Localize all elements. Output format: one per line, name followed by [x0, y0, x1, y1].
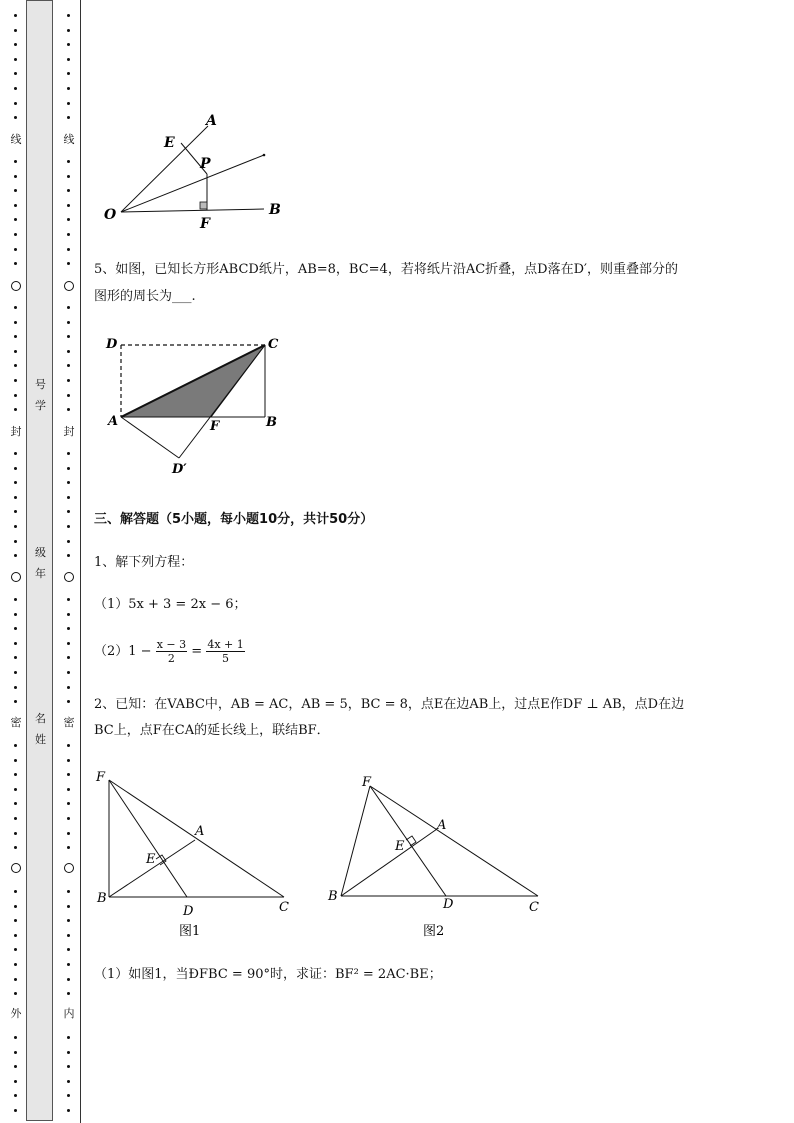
- binding-dot: [67, 14, 70, 17]
- binding-dot: [67, 554, 70, 557]
- binding-dot: [67, 788, 70, 791]
- eq2-prefix: （2）1 −: [94, 644, 152, 659]
- fraction-2-denominator: 5: [222, 652, 230, 665]
- binding-dot: [14, 452, 17, 455]
- binding-dot: [14, 58, 17, 61]
- binding-dot: [67, 510, 70, 513]
- binding-dot: [67, 233, 70, 236]
- binding-dot: [67, 408, 70, 411]
- binding-dot: [67, 87, 70, 90]
- binding-dot: [14, 233, 17, 236]
- outer-char-mi: 密: [10, 716, 22, 729]
- binding-dot: [67, 72, 70, 75]
- binding-dot: [14, 72, 17, 75]
- binding-dot: [67, 627, 70, 630]
- binding-dot: [14, 978, 17, 981]
- binding-dot: [67, 306, 70, 309]
- binding-dot: [67, 394, 70, 397]
- binding-dot: [14, 686, 17, 689]
- binding-dot: [14, 364, 17, 367]
- binding-dot: [14, 14, 17, 17]
- binding-dot: [67, 350, 70, 353]
- p2-sub1: （1）如图1，当ÐFBC = 90°时，求证：BF² = 2AC·BE；: [94, 967, 442, 982]
- binding-dot: [14, 408, 17, 411]
- right-angle-mark: [200, 202, 207, 209]
- p1-title: 1、解下列方程：: [94, 555, 194, 570]
- eq2-equals: =: [191, 644, 203, 659]
- binding-dot: [14, 671, 17, 674]
- folded-rectangle-figure: [100, 330, 290, 480]
- inner-char-xian: 线: [63, 133, 75, 146]
- binding-dot: [67, 671, 70, 674]
- label-ji: 级: [35, 546, 46, 559]
- binding-dot: [67, 700, 70, 703]
- binding-dot: [14, 102, 17, 105]
- binding-dot: [67, 1080, 70, 1083]
- p1-eq2: [94, 638, 245, 665]
- binding-dot: [67, 248, 70, 251]
- fraction-2-numerator: 4x + 1: [207, 638, 244, 651]
- q5-line1: 5、如图，已知长方形ABCD纸片，AB=8，BC=4，若将纸片沿AC折叠，点D落在D′，则重叠部分的: [94, 262, 678, 277]
- binding-inner-dots: [57, 0, 81, 1123]
- binding-dot: [14, 525, 17, 528]
- label-c: C: [529, 900, 539, 915]
- binding-dot: [14, 627, 17, 630]
- content-left-border: [80, 0, 81, 1123]
- binding-dot: [14, 656, 17, 659]
- binding-dot: [67, 759, 70, 762]
- binding-dot: [14, 394, 17, 397]
- binding-dot: [14, 43, 17, 46]
- binding-dot: [67, 978, 70, 981]
- outer-circle-1: [11, 281, 21, 291]
- binding-dot: [67, 1109, 70, 1112]
- binding-dot: [14, 788, 17, 791]
- label-b: B: [97, 891, 107, 906]
- binding-dot: [14, 87, 17, 90]
- binding-dot: [14, 248, 17, 251]
- label-e: E: [146, 852, 156, 867]
- binding-dot: [67, 934, 70, 937]
- angle-bisector-figure: [96, 108, 296, 233]
- label-xue: 学: [35, 399, 46, 412]
- binding-dot: [67, 321, 70, 324]
- binding-dot: [14, 481, 17, 484]
- side-bf: [341, 786, 370, 896]
- binding-dot: [14, 832, 17, 835]
- ray-ob: [121, 209, 264, 212]
- binding-dot: [67, 189, 70, 192]
- p2-line1: 2、已知：在VABC中，AB = AC，AB = 5，BC = 8，点E在边AB上，过点E作DF ⊥ AB，点D在边: [94, 697, 685, 712]
- binding-dot: [14, 817, 17, 820]
- label-f: F: [210, 419, 220, 434]
- fraction-1-denominator: 2: [167, 652, 175, 665]
- binding-dot: [14, 919, 17, 922]
- binding-dot: [14, 467, 17, 470]
- binding-dot: [14, 1094, 17, 1097]
- binding-dot: [14, 905, 17, 908]
- label-f: F: [200, 216, 210, 232]
- binding-dot: [14, 759, 17, 762]
- binding-dot: [14, 992, 17, 995]
- binding-dot: [67, 598, 70, 601]
- binding-dot: [67, 919, 70, 922]
- label-c: C: [279, 900, 289, 915]
- binding-dot: [14, 540, 17, 543]
- label-a: A: [195, 824, 205, 839]
- binding-dot: [67, 642, 70, 645]
- binding-dot: [67, 1065, 70, 1068]
- segment-ad-prime: [121, 417, 179, 458]
- label-o: O: [104, 207, 117, 223]
- label-d: D: [183, 904, 194, 919]
- binding-dot: [14, 846, 17, 849]
- label-f: F: [96, 770, 106, 785]
- label-nian: 年: [35, 567, 46, 580]
- binding-dot: [67, 948, 70, 951]
- binding-dot: [67, 160, 70, 163]
- line-fd: [370, 786, 446, 896]
- inner-char-mi: 密: [63, 716, 75, 729]
- binding-dot: [14, 189, 17, 192]
- binding-dot: [14, 510, 17, 513]
- p2-line2: BC上，点F在CA的延长线上，联结BF．: [94, 723, 330, 738]
- binding-dot: [67, 379, 70, 382]
- binding-dot: [14, 1065, 17, 1068]
- inner-char-nei: 内: [63, 1007, 75, 1020]
- binding-outer-dots: [4, 0, 28, 1123]
- binding-dot: [14, 262, 17, 265]
- label-hao: 号: [35, 378, 46, 391]
- binding-dot: [14, 598, 17, 601]
- binding-dot: [14, 934, 17, 937]
- binding-dot: [67, 744, 70, 747]
- binding-dot: [14, 496, 17, 499]
- binding-dot: [14, 350, 17, 353]
- inner-circle-3: [64, 863, 74, 873]
- label-e: E: [395, 839, 405, 854]
- binding-dot: [67, 832, 70, 835]
- binding-dot: [67, 525, 70, 528]
- binding-dot: [14, 1051, 17, 1054]
- binding-dot: [67, 116, 70, 119]
- inner-char-feng: 封: [63, 425, 75, 438]
- binding-dot: [67, 890, 70, 893]
- binding-dot: [67, 452, 70, 455]
- outer-char-xian: 线: [10, 133, 22, 146]
- label-d-prime: D′: [172, 462, 187, 477]
- label-d: D: [106, 337, 118, 352]
- binding-dot: [67, 335, 70, 338]
- binding-dot: [67, 29, 70, 32]
- binding-dot: [14, 116, 17, 119]
- binding-dot: [67, 992, 70, 995]
- caption-fig1: 图1: [179, 924, 201, 939]
- p1-eq1: （1）5x + 3 = 2x − 6；: [94, 597, 247, 612]
- label-c: C: [268, 337, 279, 352]
- line-fd: [109, 780, 187, 897]
- binding-dot: [14, 306, 17, 309]
- binding-dot: [14, 700, 17, 703]
- label-e: E: [164, 135, 175, 151]
- label-p: P: [200, 156, 211, 172]
- binding-dot: [67, 218, 70, 221]
- q5-line2: 图形的周长为___.: [94, 289, 196, 304]
- label-a: A: [437, 818, 447, 833]
- label-b: B: [266, 415, 277, 430]
- side-ba: [109, 840, 195, 897]
- binding-dot: [67, 656, 70, 659]
- binding-dot: [14, 175, 17, 178]
- triangle-figure-1: [92, 764, 302, 944]
- inner-circle-1: [64, 281, 74, 291]
- binding-dot: [67, 905, 70, 908]
- binding-dot: [14, 379, 17, 382]
- binding-dot: [14, 204, 17, 207]
- binding-dot: [14, 773, 17, 776]
- fraction-1: [156, 638, 187, 665]
- binding-dot: [14, 160, 17, 163]
- binding-info-band: [26, 0, 53, 1121]
- binding-dot: [67, 481, 70, 484]
- binding-dot: [14, 321, 17, 324]
- label-b: B: [269, 202, 281, 218]
- fraction-2: [206, 638, 244, 665]
- label-a: A: [108, 414, 119, 429]
- binding-dot: [67, 175, 70, 178]
- binding-dot: [67, 262, 70, 265]
- triangle-figure-2: [320, 764, 550, 944]
- binding-dot: [14, 554, 17, 557]
- binding-dot: [14, 642, 17, 645]
- binding-dot: [67, 846, 70, 849]
- binding-dot: [14, 948, 17, 951]
- binding-dot: [67, 963, 70, 966]
- outer-circle-2: [11, 572, 21, 582]
- binding-dot: [67, 1051, 70, 1054]
- binding-dot: [67, 686, 70, 689]
- binding-dot: [67, 43, 70, 46]
- binding-dot: [67, 204, 70, 207]
- binding-dot: [14, 963, 17, 966]
- binding-dot: [67, 496, 70, 499]
- binding-dot: [14, 1080, 17, 1083]
- binding-dot: [14, 29, 17, 32]
- binding-dot: [14, 744, 17, 747]
- label-f: F: [362, 775, 372, 790]
- binding-dot: [67, 364, 70, 367]
- binding-dot: [14, 1036, 17, 1039]
- binding-dot: [67, 102, 70, 105]
- ray-op: [121, 155, 264, 212]
- fraction-1-numerator: x − 3: [156, 638, 187, 651]
- binding-dot: [67, 467, 70, 470]
- inner-circle-2: [64, 572, 74, 582]
- binding-dot: [14, 218, 17, 221]
- binding-dot: [14, 1109, 17, 1112]
- label-b: B: [328, 889, 338, 904]
- label-ming: 名: [35, 712, 46, 725]
- binding-dot: [67, 540, 70, 543]
- binding-dot: [67, 1036, 70, 1039]
- binding-dot: [67, 773, 70, 776]
- binding-dot: [14, 890, 17, 893]
- outer-circle-3: [11, 863, 21, 873]
- binding-dot: [14, 613, 17, 616]
- caption-fig2: 图2: [423, 924, 445, 939]
- binding-dot: [67, 613, 70, 616]
- label-d: D: [443, 897, 454, 912]
- binding-dot: [67, 1094, 70, 1097]
- binding-dot: [67, 58, 70, 61]
- binding-dot: [14, 335, 17, 338]
- binding-dot: [67, 802, 70, 805]
- label-xing: 姓: [35, 733, 46, 746]
- section3-heading: 三、解答题（5小题，每小题10分，共计50分）: [94, 512, 374, 527]
- outer-char-feng: 封: [10, 425, 22, 438]
- binding-dot: [14, 802, 17, 805]
- outer-char-wai: 外: [10, 1007, 22, 1020]
- binding-dot: [67, 817, 70, 820]
- label-a: A: [206, 113, 217, 129]
